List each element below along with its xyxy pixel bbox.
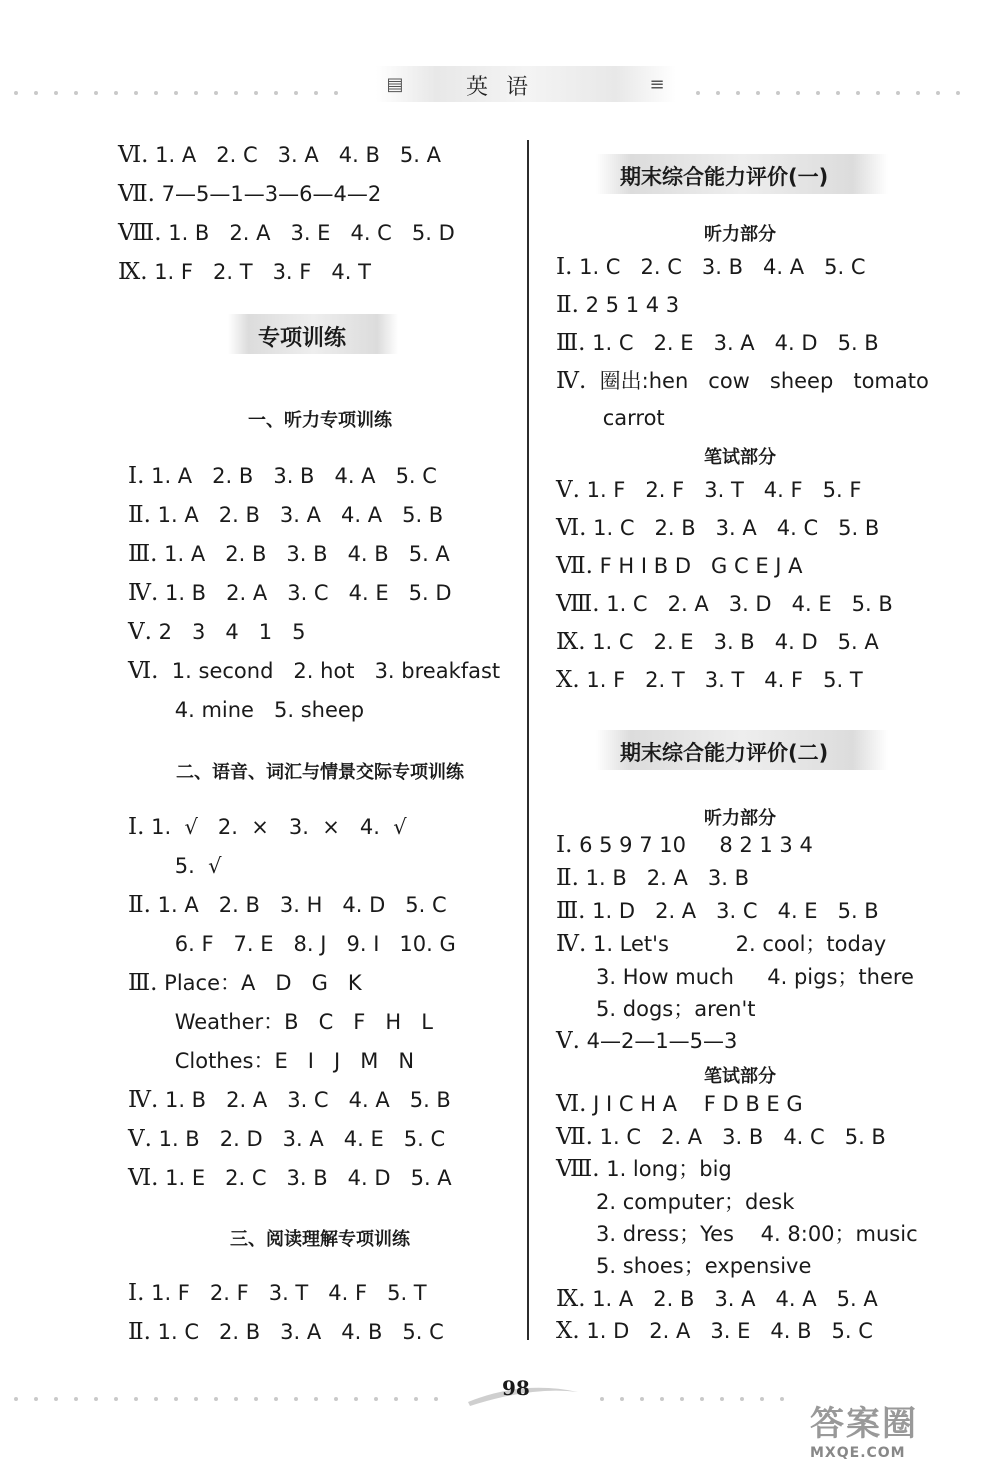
answer-line: Ⅱ. 1. B 2. A 3. B [556, 865, 749, 891]
answer-line: Ⅲ. 1. C 2. E 3. A 4. D 5. B [556, 330, 879, 356]
answer-line: Ⅳ. 1. B 2. A 3. C 4. A 5. B [128, 1087, 451, 1113]
answer-line: Ⅶ. 7—5—1—3—6—4—2 [118, 181, 382, 207]
answer-line: Weather：B C F H L [128, 1010, 433, 1034]
answer-line: Ⅰ. 1. √ 2. × 3. × 4. √ [128, 814, 407, 840]
page-number-badge [462, 1372, 582, 1408]
answer-line: 3. dress；Yes 4. 8:00；music [556, 1222, 918, 1246]
answer-line: Ⅳ. 1. Let's 2. cool；today [556, 931, 887, 957]
eval2-listening-heading: 听力部分 [704, 808, 776, 829]
answer-line: 5. √ [128, 854, 222, 878]
answer-line: 5. shoes；expensive [556, 1254, 812, 1278]
answer-line: Ⅰ. 1. C 2. C 3. B 4. A 5. C [556, 254, 866, 280]
eval1-written-heading: 笔试部分 [704, 447, 776, 468]
answer-line: 6. F 7. E 8. J 9. I 10. G [128, 932, 456, 956]
answer-line: Ⅵ. J I C H A F D B E G [556, 1091, 803, 1117]
eval2-banner-title: 期末综合能力评价(二) [620, 741, 829, 765]
section-heading: 三、阅读理解专项训练 [230, 1229, 410, 1250]
eval2-written-heading: 笔试部分 [704, 1066, 776, 1087]
watermark-url: MXQE.COM [810, 1445, 906, 1461]
answer-line: Ⅱ. 1. C 2. B 3. A 4. B 5. C [128, 1319, 444, 1345]
answer-line: Ⅸ. 1. A 2. B 3. A 4. A 5. A [556, 1286, 878, 1312]
answer-line: carrot [556, 406, 665, 430]
answer-line: Ⅴ. 2 3 4 1 5 [128, 619, 306, 645]
eval1-banner-title: 期末综合能力评价(一) [620, 165, 829, 189]
book-icon: ▤ [386, 74, 404, 95]
answer-line: Ⅳ. 圈出:hen cow sheep tomato [556, 368, 929, 394]
answer-line: Ⅶ. F H I B D G C E J A [556, 553, 803, 579]
answer-line: Ⅳ. 1. B 2. A 3. C 4. E 5. D [128, 580, 452, 606]
answer-line: Clothes：E I J M N [128, 1049, 415, 1073]
answer-line: Ⅲ. 1. A 2. B 3. B 4. B 5. A [128, 541, 450, 567]
header-dots-right [696, 80, 976, 86]
answer-line: Ⅰ. 1. A 2. B 3. B 4. A 5. C [128, 463, 437, 489]
footer-dots-right [600, 1386, 800, 1392]
answer-line: Ⅱ. 1. A 2. B 3. H 4. D 5. C [128, 892, 447, 918]
answer-line: Ⅱ. 2 5 1 4 3 [556, 292, 680, 318]
section-banner-title: 专项训练 [258, 326, 347, 351]
answer-line: Ⅸ. 1. F 2. T 3. F 4. T [118, 259, 371, 285]
answer-line: Ⅹ. 1. D 2. A 3. E 4. B 5. C [556, 1318, 873, 1344]
section-heading: 一、听力专项训练 [248, 410, 392, 431]
subject-title: 英语 [466, 75, 547, 100]
column-divider [527, 140, 529, 1340]
section-heading: 二、语音、词汇与情景交际专项训练 [176, 762, 464, 783]
answer-line: Ⅶ. 1. C 2. A 3. B 4. C 5. B [556, 1124, 886, 1150]
answer-line: Ⅴ. 1. B 2. D 3. A 4. E 5. C [128, 1126, 446, 1152]
decor-icon: ≡ [649, 74, 665, 95]
answer-line: Ⅹ. 1. F 2. T 3. T 4. F 5. T [556, 667, 863, 693]
eval1-listening-heading: 听力部分 [704, 224, 776, 245]
answer-line: Ⅷ. 1. B 2. A 3. E 4. C 5. D [118, 220, 455, 246]
answer-line: Ⅸ. 1. C 2. E 3. B 4. D 5. A [556, 629, 879, 655]
answer-line: Ⅰ. 1. F 2. F 3. T 4. F 5. T [128, 1280, 427, 1306]
answer-line: Ⅴ. 4—2—1—5—3 [556, 1028, 738, 1054]
answer-line: Ⅵ. 1. A 2. C 3. A 4. B 5. A [118, 142, 441, 168]
answer-line: Ⅲ. Place：A D G K [128, 970, 362, 996]
answer-line: Ⅷ. 1. long；big [556, 1156, 732, 1182]
watermark-logo [810, 1396, 990, 1461]
answer-line: Ⅵ. 1. second 2. hot 3. breakfast [128, 658, 501, 684]
answer-line: Ⅵ. 1. E 2. C 3. B 4. D 5. A [128, 1165, 452, 1191]
answer-line: Ⅲ. 1. D 2. A 3. C 4. E 5. B [556, 898, 879, 924]
footer-dots-left [14, 1386, 454, 1392]
answer-line: Ⅱ. 1. A 2. B 3. A 4. A 5. B [128, 502, 444, 528]
header-dots-left [14, 80, 354, 86]
watermark-text: 答案圈 [810, 1404, 918, 1444]
answer-line: Ⅴ. 1. F 2. F 3. T 4. F 5. F [556, 477, 862, 503]
answer-line: Ⅰ. 6 5 9 7 10 8 2 1 3 4 [556, 832, 813, 858]
page-number: 98 [502, 1376, 530, 1400]
answer-line: 3. How much 4. pigs；there [556, 965, 914, 989]
answer-line: Ⅷ. 1. C 2. A 3. D 4. E 5. B [556, 591, 893, 617]
answer-line: 4. mine 5. sheep [128, 698, 365, 722]
answer-line: 5. dogs；aren't [556, 997, 756, 1021]
answer-line: Ⅵ. 1. C 2. B 3. A 4. C 5. B [556, 515, 880, 541]
answer-line: 2. computer；desk [556, 1190, 795, 1214]
